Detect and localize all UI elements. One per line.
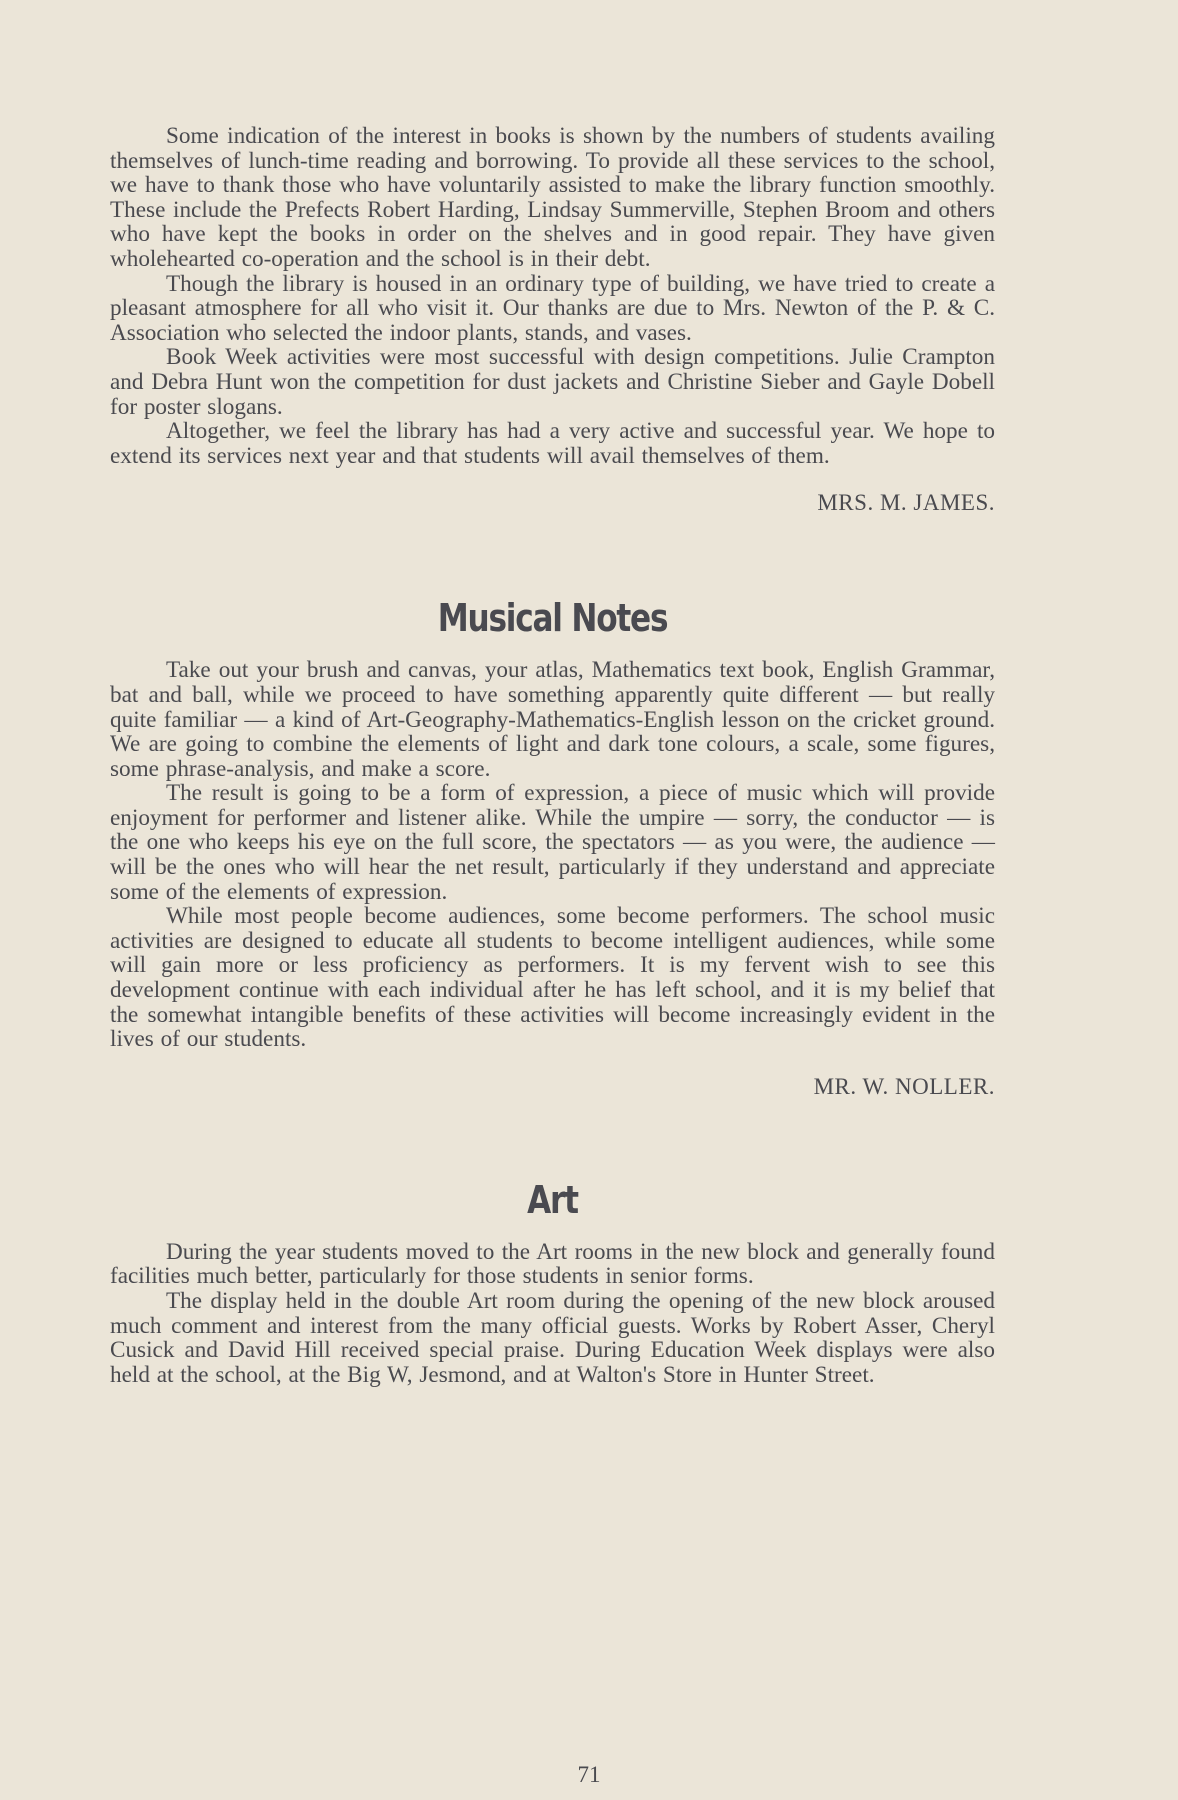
library-paragraph: Book Week activities were most successful with design competitions. Julie Crampton and Debra Hunt won the competition for dust jackets and Christine Sieber and Gayle Dobell for poster slogans. (110, 344, 995, 420)
musical-notes-section (110, 596, 995, 1100)
library-signature: MRS. M. JAMES. (817, 490, 995, 516)
musical-signature: MR. W. NOLLER. (813, 1073, 995, 1099)
musical-paragraph: While most people become audiences, some become performers. The school music activities are designed to educate all students to become intelligent audiences, while some will gain more or less proficiency as performers. It is my fervent wish to see this development continue with each individual after he has left school, and it is my belief that the somewhat intangible benefits of these activities will become increasingly evident in the lives of our students. (110, 903, 995, 1053)
art-section (110, 1178, 995, 1388)
library-paragraph: Though the library is housed in an ordinary type of building, we have tried to create a pleasant atmosphere for all who visit it. Our thanks are due to Mrs. Newton of the P. & C. Association who selected the indoor plants, stands, and vases. (110, 270, 995, 346)
page-content (110, 124, 995, 1387)
musical-paragraph: Take out your brush and canvas, your atlas, Mathematics text book, English Grammar, bat and ball, while we proceed to have something apparently quite different — but really quite familiar — a kind of Art-Geography-Mathematics-English lesson on the cricket ground. We are going to combine the elements of light and dark tone colours, a scale, some figures, some phrase-analysis, and make a score. (110, 657, 995, 782)
library-paragraph: Some indication of the interest in books is shown by the numbers of students availing themselves of lunch-time reading and borrowing. To provide all these services to the school, we have to thank those who have voluntarily assisted to make the library function smoothly. These include the Prefects Robert Harding, Lindsay Summerville, Stephen Broom and others who have kept the books in order on the shelves and in good repair. They have given wholehearted co-operation and the school is in their debt. (110, 123, 995, 272)
library-report-section (110, 124, 995, 516)
library-paragraph: Altogether, we feel the library has had a very active and successful year. We hope to extend its services next year and that students will avail themselves of them. (110, 418, 995, 469)
musical-paragraph: The result is going to be a form of expression, a piece of music which will provide enjoyment for performer and listener alike. While the umpire — sorry, the conductor — is the one who keeps his eye on the full score, the spectators — as you were, the audience — will be the ones who will hear the net result, particularly if they understand and appreciate some of the elements of expression. (110, 780, 995, 905)
art-paragraph: During the year students moved to the Art rooms in the new block and generally found facilities much better, particularly for those students in senior forms. (110, 1238, 995, 1290)
musical-notes-heading: Musical Notes (437, 596, 668, 641)
art-heading: Art (527, 1177, 578, 1222)
art-paragraph: The display held in the double Art room during the opening of the new block aroused much comment and interest from the many official guests. Works by Robert Asser, Cheryl Cusick and David Hill received special praise. During Education Week displays were also held at the school, at the Big W, Jesmond, and at Walton's Store in Hunter Street. (110, 1288, 995, 1388)
page-number: 71 (577, 1762, 601, 1787)
